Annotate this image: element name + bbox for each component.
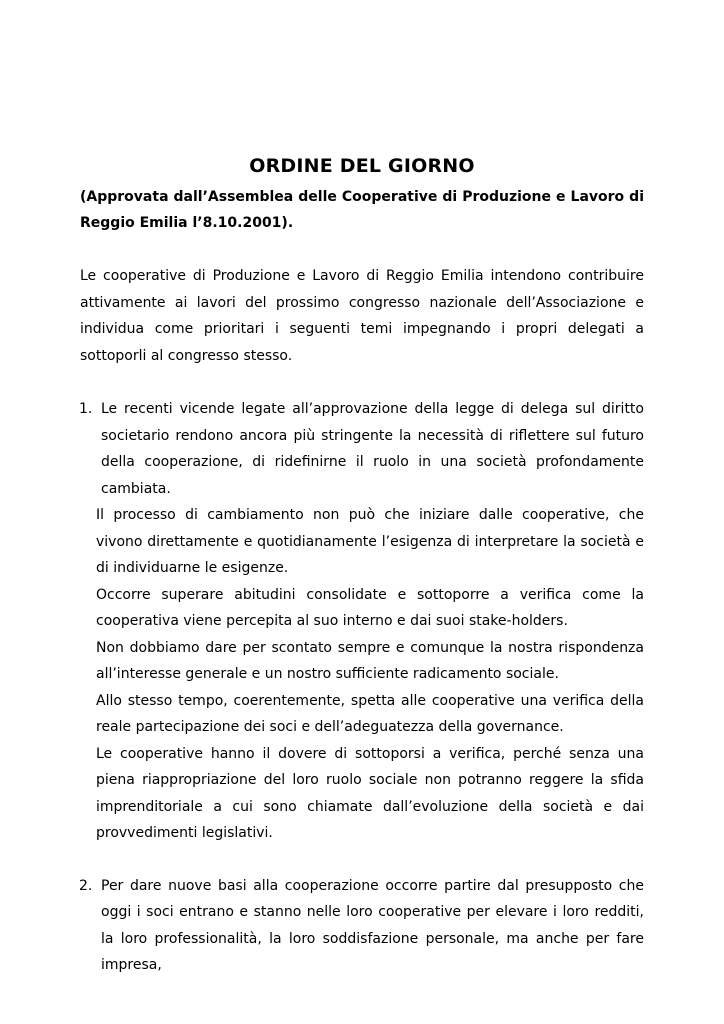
- list-number: 2.: [79, 877, 93, 894]
- document-title: ORDINE DEL GIORNO: [249, 155, 475, 177]
- item-paragraph: Il processo di cambiamento non può che iniziare dalle cooperative, che vivono direttamente e quotidianamente l’esigenza di interpretare la società e di individuarne le esigenze.: [96, 507, 644, 576]
- item-paragraph: Le cooperative hanno il dovere di sottoporsi a verifica, perché senza una piena riappropriazione del loro ruolo sociale non potranno reggere la sfida imprenditoriale a cui sono chiamate dall’evoluzione della società e dai provvedimenti legislativi.: [96, 745, 644, 841]
- intro-paragraph: Le cooperative di Produzione e Lavoro di Reggio Emilia intendono contribuire attivamente ai lavori del prossimo congresso nazionale dell’Associazione e individua come prioritari i seguenti temi impegnando i propri delegati a sottoporli al congresso stesso.: [80, 268, 644, 364]
- item-paragraph: Occorre superare abitudini consolidate e sottoporre a verifica come la cooperativa viene percepita al suo interno e dai suoi stake-holders.: [96, 586, 644, 629]
- item-lead-paragraph: Le recenti vicende legate all’approvazione della legge di delega sul diritto societario rendono ancora più stringente la necessità di riflettere sul futuro della cooperazione, di ridefinirne il ruolo in una società profondamente cambiata.: [101, 401, 644, 497]
- list-number: 1.: [79, 401, 93, 417]
- document-subtitle: (Approvata dall’Assemblea delle Cooperative di Produzione e Lavoro di Reggio Emilia l’8.10.2001).: [80, 189, 644, 231]
- item-lead-paragraph: Per dare nuove basi alla cooperazione occorre partire dal presupposto che oggi i soci entrano e stanno nelle loro cooperative per elevare i loro redditi, la loro professionalità, la loro soddisfazione personale, ma anche per fare impresa,: [101, 877, 644, 973]
- document-page: [80, 148, 644, 979]
- agenda-list: [80, 396, 644, 979]
- list-item: [80, 396, 644, 847]
- item-paragraph: Allo stesso tempo, coerentemente, spetta alle cooperative una verifica della reale partecipazione dei soci e dell’adeguatezza della governance.: [96, 692, 644, 735]
- item-paragraph: Non dobbiamo dare per scontato sempre e comunque la nostra rispondenza all’interesse generale e un nostro sufficiente radicamento sociale.: [96, 639, 644, 682]
- list-item: [80, 873, 644, 979]
